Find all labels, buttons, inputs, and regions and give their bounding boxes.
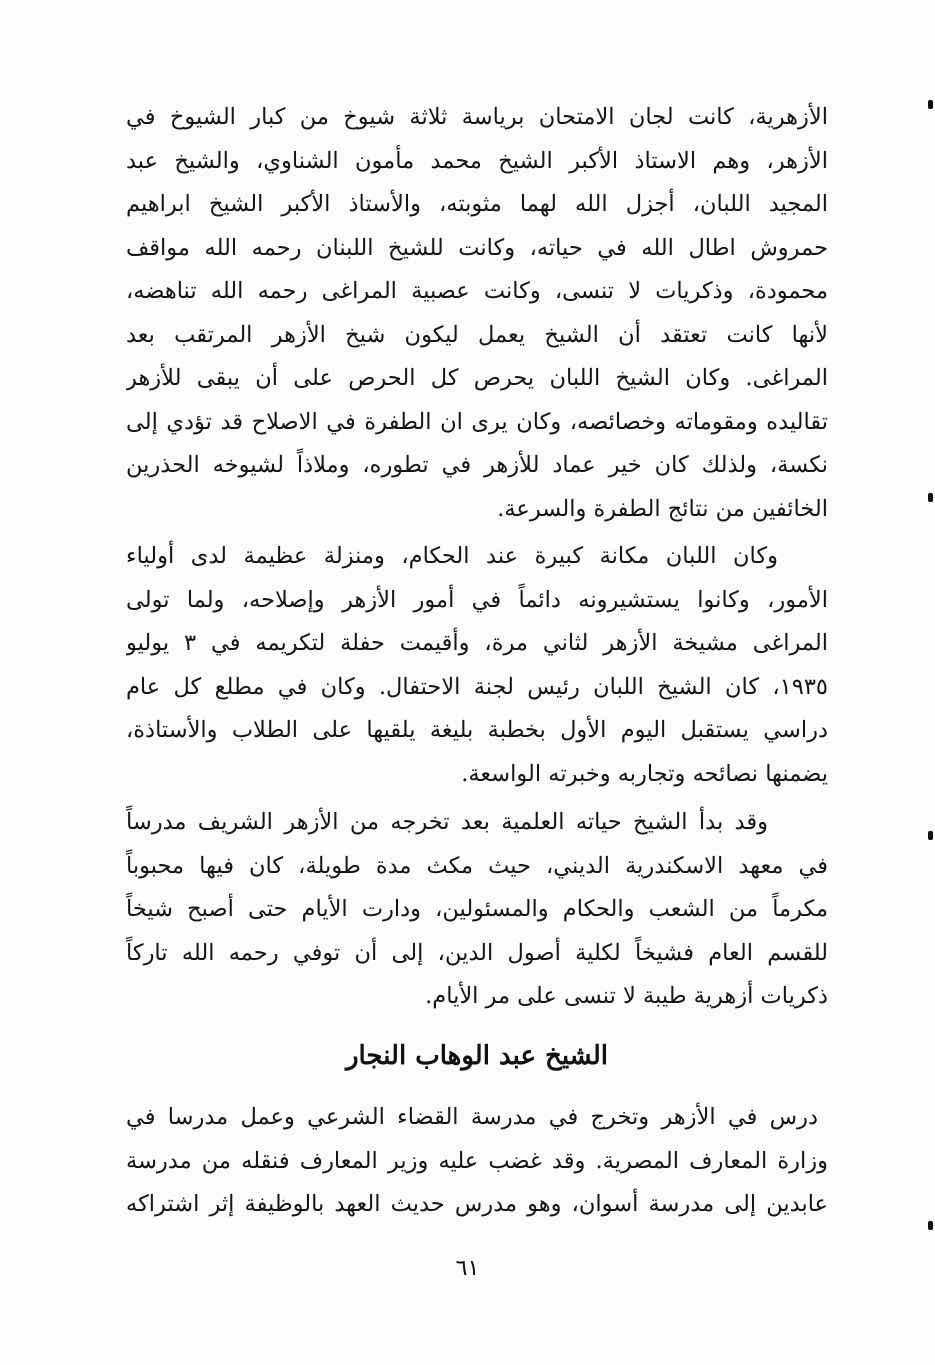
text-line: الخائفين من نتائج الطفرة والسرعة.: [497, 495, 828, 522]
text-line: لأنها كانت تعتقد أن الشيخ يعمل ليكون شيخ الأزهر المرتقب بعد: [126, 321, 828, 348]
text-line: مكرماً من الشعب والحكام والمسئولين، ودارت الأيام حتى أصبح شيخاً: [126, 896, 828, 922]
edge-mark: [928, 831, 933, 840]
text-line: الأزهرية، كانت لجان الامتحان برياسة ثلاثة شيوخ من كبار الشيوخ في: [126, 104, 828, 130]
text-line: ١٩٣٥، كان الشيخ اللبان رئيس لجنة الاحتفال. وكان في مطلع كل عام: [126, 673, 828, 700]
edge-mark: [928, 100, 933, 109]
edge-mark: [928, 1221, 933, 1230]
section-heading: الشيخ عبد الوهاب النجار: [345, 1041, 609, 1071]
text-line: محمودة، وذكريات لا تنسى، وكانت عصبية المراغى رحمه الله تناهضه،: [126, 278, 828, 304]
text-line: الأزهر، وهم الاستاذ الأكبر الشيخ محمد مأمون الشناوي، والشيخ عبد: [126, 147, 828, 174]
text-line: عابدين إلى مدرسة أسوان، وهو مدرس حديث العهد بالوظيفة إثر اشتراكه: [126, 1191, 828, 1217]
text-line: المجيد اللبان، أجزل الله لهما مثوبته، والأستاذ الأكبر الشيخ ابراهيم: [126, 191, 828, 217]
text-line: وقد بدأ الشيخ حياته العلمية بعد تخرجه من الأزهر الشريف مدرساً: [126, 809, 768, 835]
edge-mark: [928, 493, 933, 502]
text-line: تقاليده ومقوماته وخصائصه، وكان يرى ان الطفرة في الاصلاح قد تؤدي إلى: [126, 408, 828, 435]
text-line: وكان اللبان مكانة كبيرة عند الحكام، ومنزلة عظيمة لدى أولياء: [126, 543, 778, 569]
text-line: يضمنها نصائحه وتجاربه وخبرته الواسعة.: [461, 760, 828, 787]
paragraph-2: [126, 535, 828, 796]
paragraph-3: [126, 801, 828, 1019]
text-line: في معهد الاسكندرية الديني، حيث مكث مدة طويلة، كان فيها محبوباً: [126, 852, 828, 879]
text-line: المراغى مشيخة الأزهر لثاني مرة، وأقيمت حفلة لتكريمه في ٣ يوليو: [126, 630, 828, 656]
paragraph-1: [126, 96, 828, 531]
paragraph-4: [126, 1096, 828, 1227]
text-line: ذكريات أزهرية طيبة لا تنسى على مر الأيام.: [425, 983, 828, 1009]
text-line: الأمور، وكانوا يستشيرونه دائماً في أمور الأزهر وإصلاحه، ولما تولى: [126, 586, 828, 613]
text-line: درس في الأزهر وتخرج في مدرسة القضاء الشرعي وعمل مدرسا في: [126, 1104, 818, 1130]
text-line: وزارة المعارف المصرية. وقد غضب عليه وزير المعارف فنقله من مدرسة: [126, 1147, 828, 1174]
text-line: نكسة، ولذلك كان خير عماد للأزهر في تطوره، وملاذاً لشيوخه الحذرين: [126, 452, 828, 478]
text-line: حمروش اطال الله في حياته، وكانت للشيخ اللبنان رحمه الله مواقف: [126, 234, 828, 261]
page-number: ٦١: [455, 1256, 480, 1281]
text-line: للقسم العام فشيخاً لكلية أصول الدين، إلى أن توفي رحمه الله تاركاً: [126, 939, 828, 966]
text-line: دراسي يستقبل اليوم الأول بخطبة بليغة يلقيها على الطلاب والأستاذة،: [126, 717, 828, 743]
text-line: المراغى. وكان الشيخ اللبان يحرص كل الحرص على أن يبقى للأزهر: [126, 365, 828, 391]
